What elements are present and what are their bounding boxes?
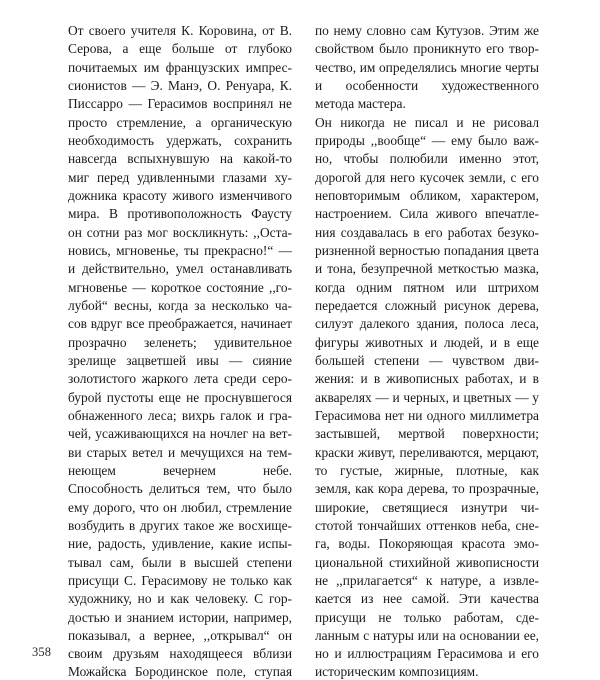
two-column-text-body	[68, 22, 540, 680]
text-column-right	[315, 22, 539, 680]
paragraph: От своего учителя К. Коровина, от В. Серова, а еще больше от глубоко почитаемых им французских импрессионистов — Э. Манэ, О. Ренуара, К. Писсарро — Герасимов воспринял не просто стремление, а органическую необходимость удержать, сохранить навсегда вспыхнувшую на какой-то миг перед удивленными глазами художника красоту живого изменчивого мира. В противоположность Фаусту он сотни раз мог воскликнуть: ,,Остановись, мгновенье, ты прекрасно!“ — и действительно, умел останавливать мгновенье — короткое состояние ,,голубой“ весны, когда за несколько часов вдруг все преображается, начинает прозрачно зеленеть; удивительное зрелище зацветшей ивы — сияние золотистого жаркого лета среди серобурой пустоты еще не проснувшегося обнаженного леса; вихрь галок и грачей, усаживающихся на ночлег на ветви старых ветел и мечущихся на темнеющем вечернем небе.	[68, 23, 292, 478]
paragraph: по нему словно сам Кутузов. Этим же свойством было проникнуто его творчество, им определялись многие черты и особенности художественного метода мастера.	[315, 23, 539, 112]
paragraph: Он никогда не писал и не рисовал природы ,,вообще“ — ему было важно, чтобы полюбили именно этот, дорогой для него кусочек земли, с его неповторимым обликом, характером, настроением. Сила живого впечатления создавалась в его работах безукоризненной верностью попадания цвета и тона, безупречной меткостью мазка, когда одним пятном или штрихом передается сложный рисунок дерева, силуэт далекого здания, полоса леса, фигуры животных и людей, и в еще большей степени — чувством движения: и в живописных работах, и в акварелях — и черных, и цветных — у Герасимова нет ни одного миллиметра застывшей, мертвой поверхности; краски живут, переливаются, мерцают, то густые, жирные, плотные, как земля, как кора дерева, то прозрачные, широкие, светящиеся изнутри чистотой тончайших оттенков неба, снега, воды. Покоряющая красота эмоциональной стихийной живописности не ,,прилагается“ к натуре, а извлекается из нее самой. Эти качества присущи не только работам, сделанным с натуры или на основании ее, но и иллюстрациям Герасимова и его историческим композициям.	[315, 114, 539, 680]
text-column-left	[68, 22, 292, 680]
page-number: 358	[32, 645, 52, 659]
paragraph: Способность делиться тем, что было ему дорого, что он любил, стремление возбудить в других такое же восхищение, радость, удивление, какие испытывал сам, были в высшей степени присущи С. Герасимову не только как художнику, но и как человеку. С гордостью и знанием истории, например, показывал, а вернее, ,,открывал“ он своим друзьям находящееся вблизи Можайска Бородинское поле, ступая	[68, 481, 292, 680]
